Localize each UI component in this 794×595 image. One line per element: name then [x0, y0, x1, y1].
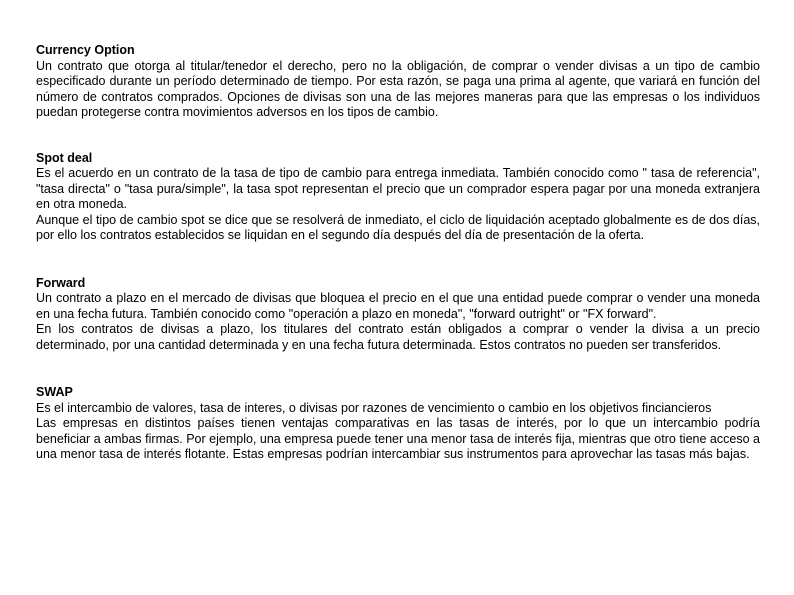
section-currency-option — [36, 43, 760, 121]
section-title-currency-option: Currency Option — [36, 43, 135, 57]
section-paragraph: Aunque el tipo de cambio spot se dice que se resolverá de inmediato, el ciclo de liquidación aceptado globalmente es de dos días, por ello los contratos establecidos se liquidan en el segundo día después del día de presentación de la oferta. — [36, 212, 760, 242]
section-paragraph: En los contratos de divisas a plazo, los titulares del contrato están obligados a comprar o vender la divisa a un precio determinado, por una cantidad determinada y en una fecha futura determinada. Estos contratos no pueden ser transferidos. — [36, 322, 760, 352]
section-paragraph: Un contrato a plazo en el mercado de divisas que bloquea el precio en el que una entidad puede comprar o vender una moneda en una fecha futura. También conocido como "operación a plazo en moneda", "forward outright" or "FX forward". — [36, 291, 760, 321]
section-spot-deal — [36, 151, 760, 244]
document-page — [36, 43, 760, 463]
section-title-forward: Forward — [36, 275, 86, 290]
section-swap — [36, 385, 760, 463]
section-title-swap: SWAP — [36, 385, 73, 399]
section-paragraph: Es el acuerdo en un contrato de la tasa de tipo de cambio para entrega inmediata. También conocido como " tasa de referencia", "tasa directa" o "tasa pura/simple", la tasa spot representan el precio que un comprador espera pagar por una moneda extranjera en otra moneda. — [36, 166, 760, 211]
section-paragraph: Las empresas en distintos países tienen ventajas comparativas en las tasas de interés, por lo que un intercambio podría beneficiar a ambas firmas. Por ejemplo, una empresa puede tener una menor tasa de interés fija, mientras que otro tiene acceso a una menor tasa de interés flotante. Estas empresas podrían intercambiar sus instrumentos para aprovechar las tasas más bajas. — [36, 416, 760, 461]
section-title-spot-deal: Spot deal — [36, 150, 93, 165]
section-paragraph: Un contrato que otorga al titular/tenedor el derecho, pero no la obligación, de comprar o vender divisas a un tipo de cambio especificado durante un período determinado de tiempo. Por esta razón, se paga una prima al agente, que variará en función del número de contratos comprados. Opciones de divisas son una de las mejores maneras para que las empresas o los individuos puedan protegerse contra movimientos adversos en los tipos de cambio. — [36, 58, 760, 119]
section-paragraph: Es el intercambio de valores, tasa de interes, o divisas por razones de vencimiento o cambio en los objetivos finciancieros — [36, 400, 712, 415]
section-forward — [36, 276, 760, 354]
